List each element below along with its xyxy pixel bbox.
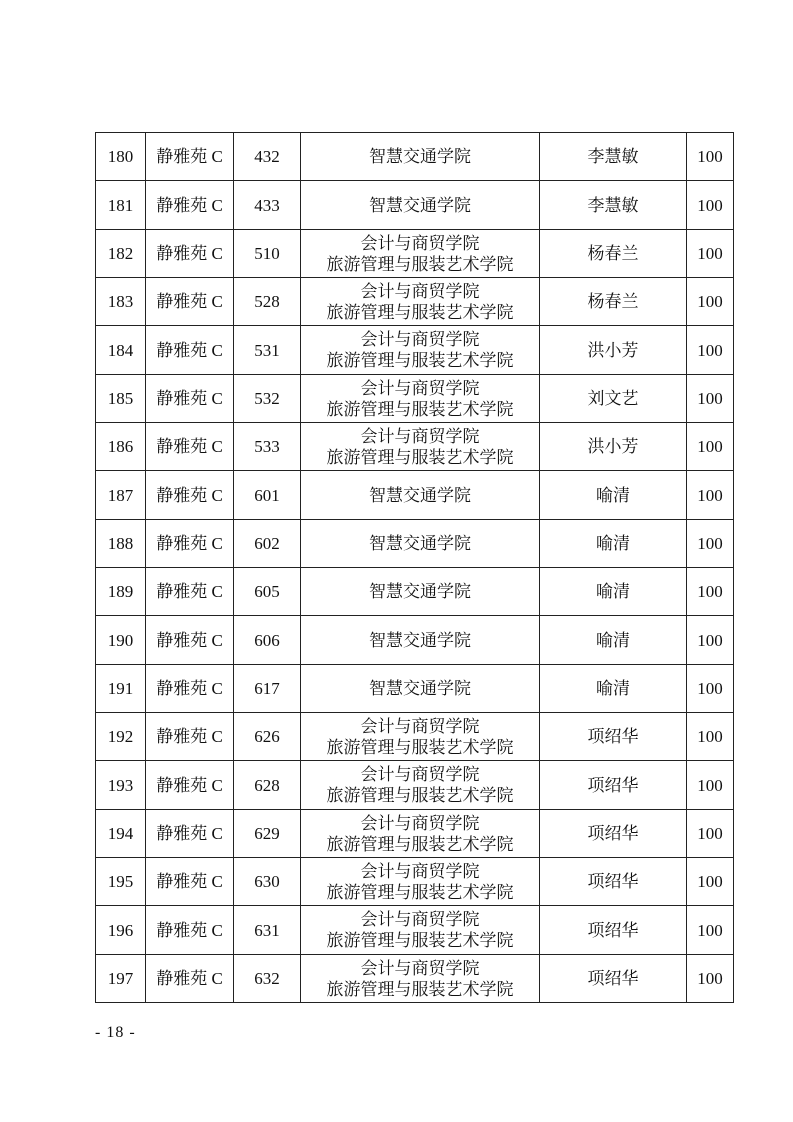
manager-name-cell: 喻清 bbox=[540, 520, 687, 568]
row-number-cell: 182 bbox=[96, 230, 146, 278]
table-row bbox=[96, 230, 734, 278]
college-name-line: 旅游管理与服装艺术学院 bbox=[326, 447, 514, 467]
table-row bbox=[96, 713, 734, 761]
college-name-line: 会计与商贸学院 bbox=[360, 716, 480, 736]
college-cell bbox=[301, 181, 540, 230]
row-number-cell: 192 bbox=[96, 713, 146, 761]
building-cell: 静雅苑 C bbox=[146, 230, 234, 278]
table-row bbox=[96, 810, 734, 858]
row-number-cell: 185 bbox=[96, 375, 146, 423]
building-cell: 静雅苑 C bbox=[146, 616, 234, 665]
manager-name-cell: 项绍华 bbox=[540, 955, 687, 1003]
college-name-line: 智慧交通学院 bbox=[369, 485, 471, 505]
score-cell: 100 bbox=[687, 906, 734, 955]
table-row bbox=[96, 568, 734, 616]
table-row bbox=[96, 471, 734, 520]
room-number-cell: 533 bbox=[234, 423, 301, 471]
dormitory-score-table bbox=[95, 132, 734, 1003]
building-cell: 静雅苑 C bbox=[146, 906, 234, 955]
row-number-cell: 197 bbox=[96, 955, 146, 1003]
college-name-line: 旅游管理与服装艺术学院 bbox=[326, 254, 514, 274]
college-name-line: 会计与商贸学院 bbox=[360, 910, 480, 929]
score-cell: 100 bbox=[687, 568, 734, 616]
room-number-cell: 531 bbox=[234, 326, 301, 375]
room-number-cell: 528 bbox=[234, 278, 301, 326]
college-name-line: 旅游管理与服装艺术学院 bbox=[326, 399, 514, 419]
room-number-cell: 626 bbox=[234, 713, 301, 761]
row-number-cell: 193 bbox=[96, 761, 146, 810]
college-cell bbox=[301, 423, 540, 471]
college-name-line: 会计与商贸学院 bbox=[360, 861, 480, 881]
manager-name-cell: 项绍华 bbox=[540, 713, 687, 761]
building-cell: 静雅苑 C bbox=[146, 520, 234, 568]
score-cell: 100 bbox=[687, 520, 734, 568]
table-row bbox=[96, 955, 734, 1003]
room-number-cell: 631 bbox=[234, 906, 301, 955]
row-number-cell: 183 bbox=[96, 278, 146, 326]
score-cell: 100 bbox=[687, 810, 734, 858]
building-cell: 静雅苑 C bbox=[146, 133, 234, 181]
room-number-cell: 601 bbox=[234, 471, 301, 520]
college-cell bbox=[301, 375, 540, 423]
manager-name-cell: 洪小芳 bbox=[540, 423, 687, 471]
row-number-cell: 186 bbox=[96, 423, 146, 471]
row-number-cell: 189 bbox=[96, 568, 146, 616]
table-row bbox=[96, 761, 734, 810]
room-number-cell: 432 bbox=[234, 133, 301, 181]
college-name-line: 会计与商贸学院 bbox=[360, 281, 480, 301]
building-cell: 静雅苑 C bbox=[146, 761, 234, 810]
manager-name-cell: 喻清 bbox=[540, 616, 687, 665]
score-cell: 100 bbox=[687, 713, 734, 761]
row-number-cell: 187 bbox=[96, 471, 146, 520]
college-cell bbox=[301, 326, 540, 375]
college-name-line: 旅游管理与服装艺术学院 bbox=[326, 351, 514, 370]
score-cell: 100 bbox=[687, 423, 734, 471]
row-number-cell: 190 bbox=[96, 616, 146, 665]
table-row bbox=[96, 375, 734, 423]
score-cell: 100 bbox=[687, 471, 734, 520]
college-cell bbox=[301, 906, 540, 955]
room-number-cell: 629 bbox=[234, 810, 301, 858]
score-cell: 100 bbox=[687, 858, 734, 906]
college-name-line: 旅游管理与服装艺术学院 bbox=[326, 737, 514, 757]
college-cell bbox=[301, 955, 540, 1003]
building-cell: 静雅苑 C bbox=[146, 278, 234, 326]
college-name-line: 会计与商贸学院 bbox=[360, 330, 480, 349]
college-name-line: 会计与商贸学院 bbox=[360, 958, 480, 978]
row-number-cell: 184 bbox=[96, 326, 146, 375]
college-name-line: 会计与商贸学院 bbox=[360, 233, 480, 253]
college-cell bbox=[301, 230, 540, 278]
college-name-line: 智慧交通学院 bbox=[369, 195, 471, 215]
manager-name-cell: 喻清 bbox=[540, 471, 687, 520]
college-name-line: 会计与商贸学院 bbox=[360, 378, 480, 398]
score-cell: 100 bbox=[687, 955, 734, 1003]
manager-name-cell: 项绍华 bbox=[540, 810, 687, 858]
building-cell: 静雅苑 C bbox=[146, 858, 234, 906]
room-number-cell: 632 bbox=[234, 955, 301, 1003]
manager-name-cell: 刘文艺 bbox=[540, 375, 687, 423]
college-name-line: 智慧交通学院 bbox=[369, 630, 471, 650]
table-row bbox=[96, 181, 734, 230]
college-cell bbox=[301, 133, 540, 181]
college-cell bbox=[301, 810, 540, 858]
score-cell: 100 bbox=[687, 133, 734, 181]
building-cell: 静雅苑 C bbox=[146, 665, 234, 713]
manager-name-cell: 项绍华 bbox=[540, 858, 687, 906]
room-number-cell: 606 bbox=[234, 616, 301, 665]
college-name-line: 智慧交通学院 bbox=[369, 147, 471, 166]
building-cell: 静雅苑 C bbox=[146, 326, 234, 375]
score-cell: 100 bbox=[687, 278, 734, 326]
row-number-cell: 195 bbox=[96, 858, 146, 906]
page-number: - 18 - bbox=[95, 1024, 136, 1041]
table-row bbox=[96, 423, 734, 471]
score-cell: 100 bbox=[687, 326, 734, 375]
table-row bbox=[96, 616, 734, 665]
college-cell bbox=[301, 858, 540, 906]
room-number-cell: 605 bbox=[234, 568, 301, 616]
score-cell: 100 bbox=[687, 761, 734, 810]
college-name-line: 智慧交通学院 bbox=[369, 582, 471, 601]
college-name-line: 旅游管理与服装艺术学院 bbox=[326, 931, 514, 950]
college-cell bbox=[301, 616, 540, 665]
building-cell: 静雅苑 C bbox=[146, 955, 234, 1003]
college-name-line: 会计与商贸学院 bbox=[360, 426, 480, 446]
college-cell bbox=[301, 278, 540, 326]
college-cell bbox=[301, 665, 540, 713]
building-cell: 静雅苑 C bbox=[146, 423, 234, 471]
row-number-cell: 191 bbox=[96, 665, 146, 713]
room-number-cell: 433 bbox=[234, 181, 301, 230]
room-number-cell: 602 bbox=[234, 520, 301, 568]
manager-name-cell: 洪小芳 bbox=[540, 326, 687, 375]
college-cell bbox=[301, 568, 540, 616]
building-cell: 静雅苑 C bbox=[146, 471, 234, 520]
college-name-line: 会计与商贸学院 bbox=[360, 765, 480, 784]
room-number-cell: 532 bbox=[234, 375, 301, 423]
room-number-cell: 630 bbox=[234, 858, 301, 906]
manager-name-cell: 项绍华 bbox=[540, 906, 687, 955]
manager-name-cell: 喻清 bbox=[540, 568, 687, 616]
college-cell bbox=[301, 520, 540, 568]
score-cell: 100 bbox=[687, 665, 734, 713]
college-name-line: 会计与商贸学院 bbox=[360, 813, 480, 833]
building-cell: 静雅苑 C bbox=[146, 810, 234, 858]
row-number-cell: 196 bbox=[96, 906, 146, 955]
score-cell: 100 bbox=[687, 616, 734, 665]
college-cell bbox=[301, 713, 540, 761]
row-number-cell: 194 bbox=[96, 810, 146, 858]
manager-name-cell: 项绍华 bbox=[540, 761, 687, 810]
manager-name-cell: 李慧敏 bbox=[540, 181, 687, 230]
manager-name-cell: 杨春兰 bbox=[540, 230, 687, 278]
building-cell: 静雅苑 C bbox=[146, 375, 234, 423]
room-number-cell: 510 bbox=[234, 230, 301, 278]
table-row bbox=[96, 278, 734, 326]
table-row bbox=[96, 665, 734, 713]
college-name-line: 旅游管理与服装艺术学院 bbox=[326, 834, 514, 854]
building-cell: 静雅苑 C bbox=[146, 568, 234, 616]
row-number-cell: 180 bbox=[96, 133, 146, 181]
row-number-cell: 181 bbox=[96, 181, 146, 230]
manager-name-cell: 喻清 bbox=[540, 665, 687, 713]
building-cell: 静雅苑 C bbox=[146, 713, 234, 761]
manager-name-cell: 杨春兰 bbox=[540, 278, 687, 326]
college-name-line: 智慧交通学院 bbox=[369, 679, 471, 698]
score-cell: 100 bbox=[687, 230, 734, 278]
manager-name-cell: 李慧敏 bbox=[540, 133, 687, 181]
building-cell: 静雅苑 C bbox=[146, 181, 234, 230]
college-name-line: 旅游管理与服装艺术学院 bbox=[326, 979, 514, 999]
college-name-line: 旅游管理与服装艺术学院 bbox=[326, 786, 514, 805]
table-row bbox=[96, 133, 734, 181]
table-row bbox=[96, 858, 734, 906]
table-row bbox=[96, 906, 734, 955]
table-body bbox=[96, 133, 734, 1003]
score-cell: 100 bbox=[687, 181, 734, 230]
college-cell bbox=[301, 471, 540, 520]
room-number-cell: 617 bbox=[234, 665, 301, 713]
table-row bbox=[96, 326, 734, 375]
score-cell: 100 bbox=[687, 375, 734, 423]
row-number-cell: 188 bbox=[96, 520, 146, 568]
room-number-cell: 628 bbox=[234, 761, 301, 810]
college-name-line: 旅游管理与服装艺术学院 bbox=[326, 302, 514, 322]
table-row bbox=[96, 520, 734, 568]
college-cell bbox=[301, 761, 540, 810]
college-name-line: 旅游管理与服装艺术学院 bbox=[326, 882, 514, 902]
college-name-line: 智慧交通学院 bbox=[369, 534, 471, 553]
